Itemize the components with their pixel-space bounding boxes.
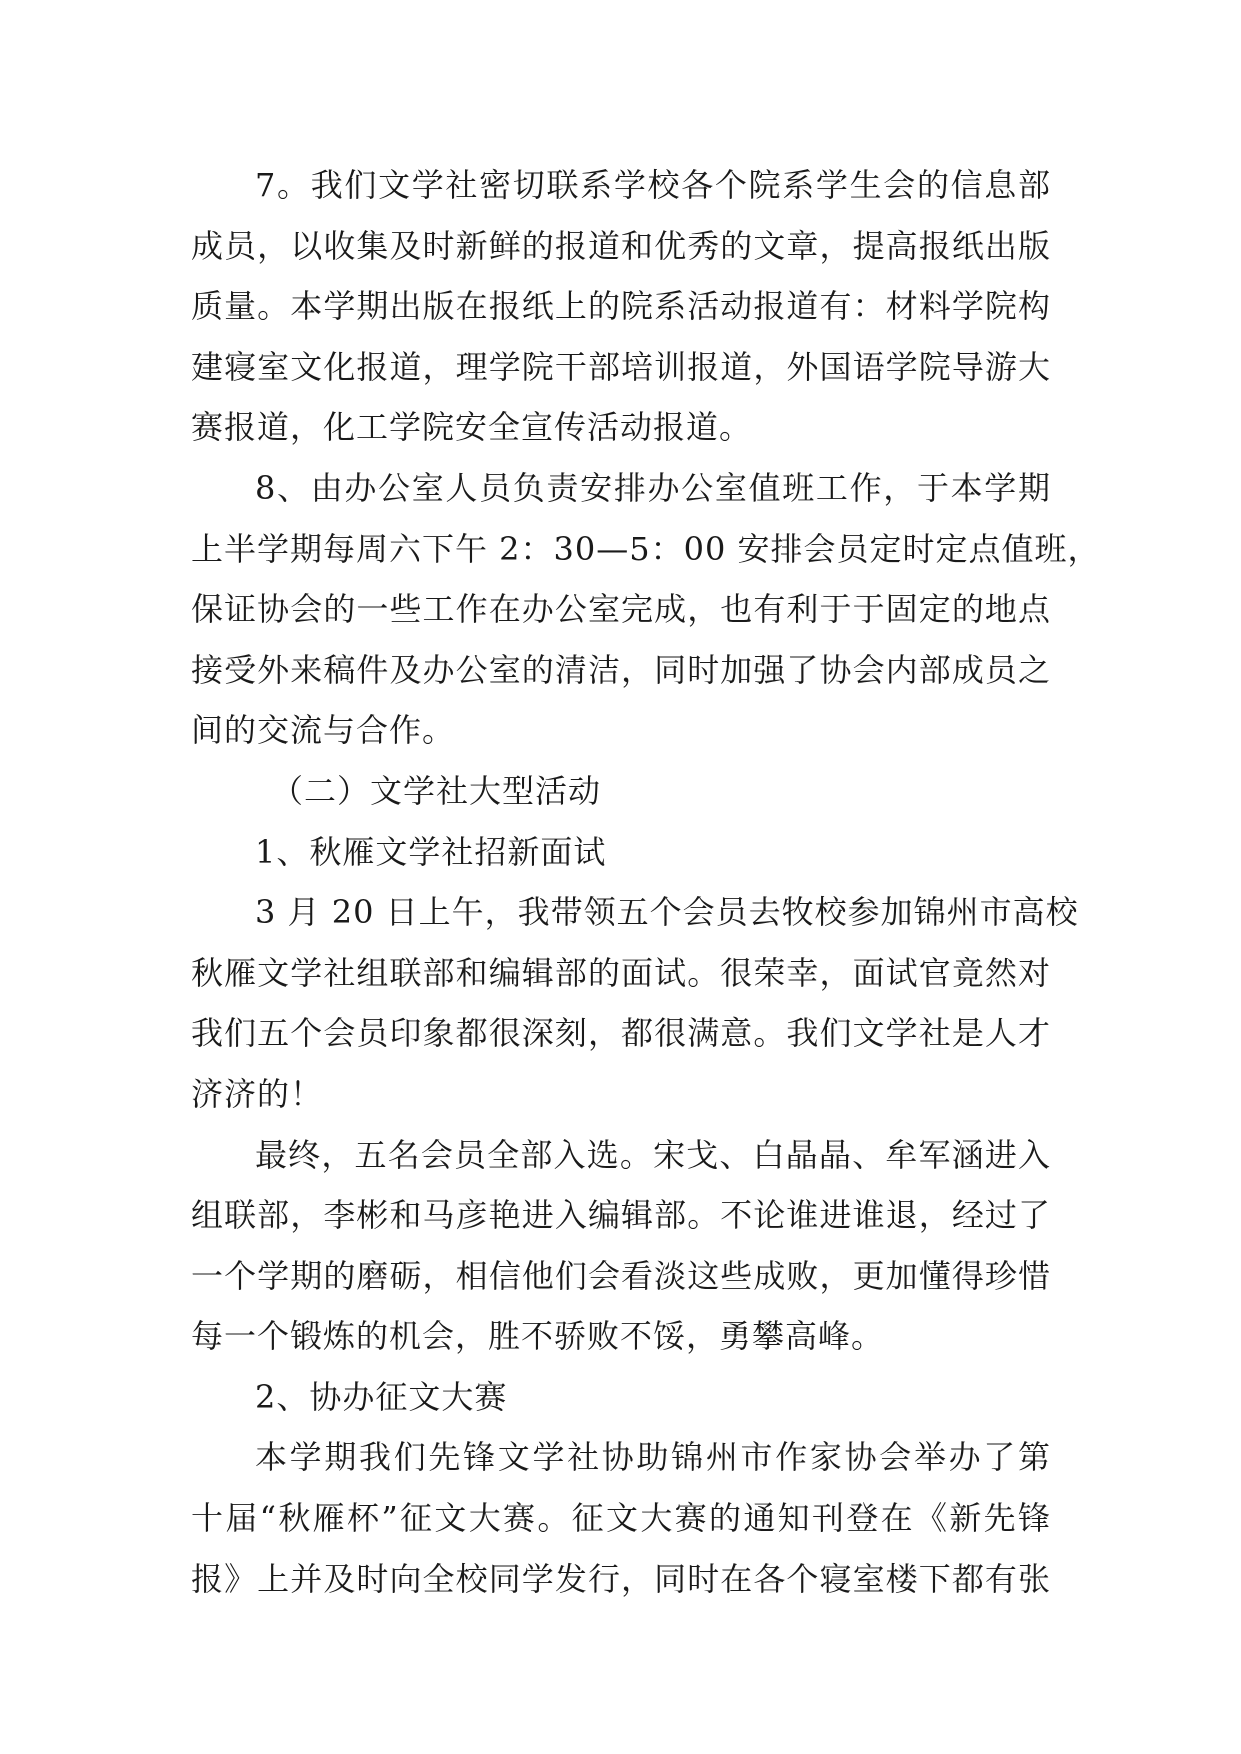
subheading-1: 1、秋雁文学社招新面试 (255, 832, 607, 871)
paragraph-result-line-4: 每一个锻炼的机会，胜不骄败不馁，勇攀高峰。 (191, 1317, 885, 1356)
subheading-2: 2、协办征文大赛 (255, 1377, 508, 1416)
paragraph-8-line-4: 接受外来稿件及办公室的清洁，同时加强了协会内部成员之 (191, 650, 1051, 689)
paragraph-contest-line-3: 报》上并及时向全校同学发行，同时在各个寝室楼下都有张 (191, 1559, 1051, 1598)
paragraph-interview-line-3: 我们五个会员印象都很深刻，都很满意。我们文学社是人才 (191, 1014, 1051, 1053)
paragraph-7-line-4: 建寝室文化报道，理学院干部培训报道，外国语学院导游大 (191, 347, 1051, 386)
paragraph-interview-line-2: 秋雁文学社组联部和编辑部的面试。很荣幸，面试官竟然对 (191, 953, 1051, 992)
paragraph-7-line-1: 7。我们文学社密切联系学校各个院系学生会的信息部 (255, 166, 1051, 204)
paragraph-result-line-1: 最终，五名会员全部入选。宋戈、白晶晶、牟军涵进入 (255, 1135, 1051, 1174)
paragraph-interview-line-1: 3 月 20 日上午，我带领五个会员去牧校参加锦州市高校 (255, 893, 1079, 932)
paragraph-8-line-1: 8、由办公室人员负责安排办公室值班工作，于本学期 (255, 468, 1051, 507)
paragraph-7-line-5: 赛报道，化工学院安全宣传活动报道。 (191, 408, 753, 447)
paragraph-result-line-3: 一个学期的磨砺，相信他们会看淡这些成败，更加懂得珍惜 (191, 1256, 1051, 1295)
paragraph-7-line-3: 质量。本学期出版在报纸上的院系活动报道有：材料学院构 (191, 287, 1051, 326)
section-heading: （二）文学社大型活动 (271, 771, 602, 810)
paragraph-8-line-5: 间的交流与合作。 (191, 711, 456, 750)
paragraph-interview-line-4: 济济的！ (191, 1074, 324, 1113)
paragraph-contest-line-1: 本学期我们先锋文学社协助锦州市作家协会举办了第 (255, 1438, 1051, 1477)
paragraph-8-line-2: 上半学期每周六下午 2：30—5：00 安排会员定时定点值班， (191, 529, 1101, 568)
paragraph-result-line-2: 组联部，李彬和马彦艳进入编辑部。不论谁进谁退，经过了 (191, 1196, 1051, 1235)
paragraph-7-line-2: 成员，以收集及时新鲜的报道和优秀的文章，提高报纸出版 (191, 226, 1051, 265)
document-body (191, 155, 1101, 1609)
paragraph-8-line-3: 保证协会的一些工作在办公室完成，也有利于于固定的地点 (191, 590, 1051, 629)
paragraph-contest-line-2: 十届“秋雁杯”征文大赛。征文大赛的通知刊登在《新先锋 (191, 1499, 1051, 1538)
